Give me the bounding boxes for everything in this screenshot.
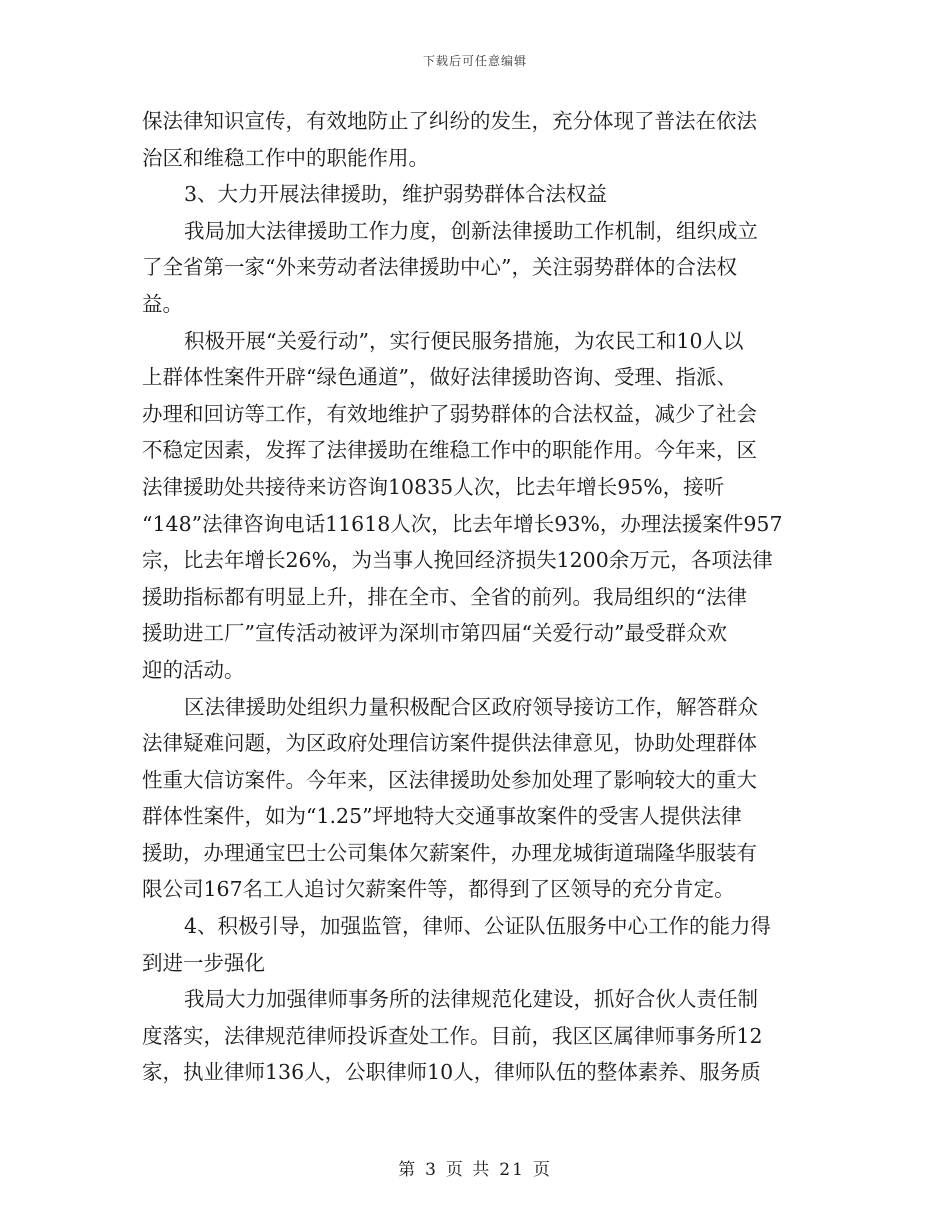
body-line: 法律疑难问题，为区政府处理信访案件提供法律意见，协助处理群体 bbox=[142, 731, 757, 756]
body-line: 群体性案件，如为“1.25”坪地特大交通事故案件的受害人提供法律 bbox=[142, 804, 742, 829]
section-heading: 3、大力开展法律援助，维护弱势群体合法权益 bbox=[184, 182, 608, 207]
page-header-note: 下载后可任意编辑 bbox=[422, 54, 527, 68]
body-line: 我局加大法律援助工作力度，创新法律援助工作机制，组织成立 bbox=[184, 218, 758, 243]
body-line: 援助，办理通宝巴士公司集体欠薪案件，办理龙城街道瑞隆华服装有 bbox=[142, 840, 757, 865]
body-line: 法律援助处共接待来访咨询10835人次，比去年增长95%，接听 bbox=[142, 474, 725, 499]
body-line: 积极开展“关爱行动”，实行便民服务措施，为农民工和10人以 bbox=[184, 328, 744, 353]
body-line: 办理和回访等工作，有效地维护了弱势群体的合法权益，减少了社会 bbox=[142, 401, 757, 426]
section-heading-continued: 到进一步强化 bbox=[142, 950, 265, 975]
body-line: 援助进工厂”宣传活动被评为深圳市第四届“关爱行动”最受群众欢 bbox=[142, 621, 727, 646]
body-line: 上群体性案件开辟“绿色通道”，做好法律援助咨询、受理、指派、 bbox=[142, 365, 737, 390]
body-line: 性重大信访案件。今年来，区法律援助处参加处理了影响较大的重大 bbox=[142, 767, 757, 792]
body-line: 治区和维稳工作中的职能作用。 bbox=[142, 145, 429, 170]
footer-middle: 页 共 bbox=[445, 1160, 492, 1180]
body-line: 度落实，法律规范律师投诉查处工作。目前，我区区属律师事务所12 bbox=[142, 1023, 763, 1048]
body-line: 益。 bbox=[142, 291, 183, 316]
section-heading: 4、积极引导，加强监管，律师、公证队伍服务中心工作的能力得 bbox=[184, 914, 772, 939]
footer-total-pages: 21 bbox=[499, 1160, 525, 1180]
body-line: 宗，比去年增长26%，为当事人挽回经济损失1200余万元，各项法律 bbox=[142, 548, 773, 573]
body-line: 不稳定因素，发挥了法律援助在维稳工作中的职能作用。今年来，区 bbox=[142, 438, 757, 463]
body-line: 限公司167名工人追讨欠薪案件等，都得到了区领导的充分肯定。 bbox=[142, 877, 735, 902]
body-line: 区法律援助处组织力量积极配合区政府领导接访工作，解答群众 bbox=[184, 694, 758, 719]
body-line: 保法律知识宣传，有效地防止了纠纷的发生，充分体现了普法在依法 bbox=[142, 109, 757, 133]
body-line: “148”法律咨询电话11618人次，比去年增长93%，办理法援案件957 bbox=[142, 511, 783, 536]
body-line: 援助指标都有明显上升，排在全市、全省的前列。我局组织的“法律 bbox=[142, 584, 747, 609]
footer-suffix: 页 bbox=[532, 1160, 552, 1180]
body-line: 我局大力加强律师事务所的法律规范化建设，抓好合伙人责任制 bbox=[184, 987, 758, 1012]
body-line: 家，执业律师136人，公职律师10人，律师队伍的整体素养、服务质 bbox=[142, 1060, 761, 1085]
document-body bbox=[142, 103, 810, 1091]
body-line: 迎的活动。 bbox=[142, 657, 245, 682]
footer-prefix: 第 bbox=[398, 1160, 418, 1180]
page-number-footer bbox=[0, 1155, 950, 1180]
body-line: 了全省第一家“外来劳动者法律援助中心”，关注弱势群体的合法权 bbox=[142, 255, 737, 280]
footer-page-number: 3 bbox=[425, 1160, 438, 1180]
